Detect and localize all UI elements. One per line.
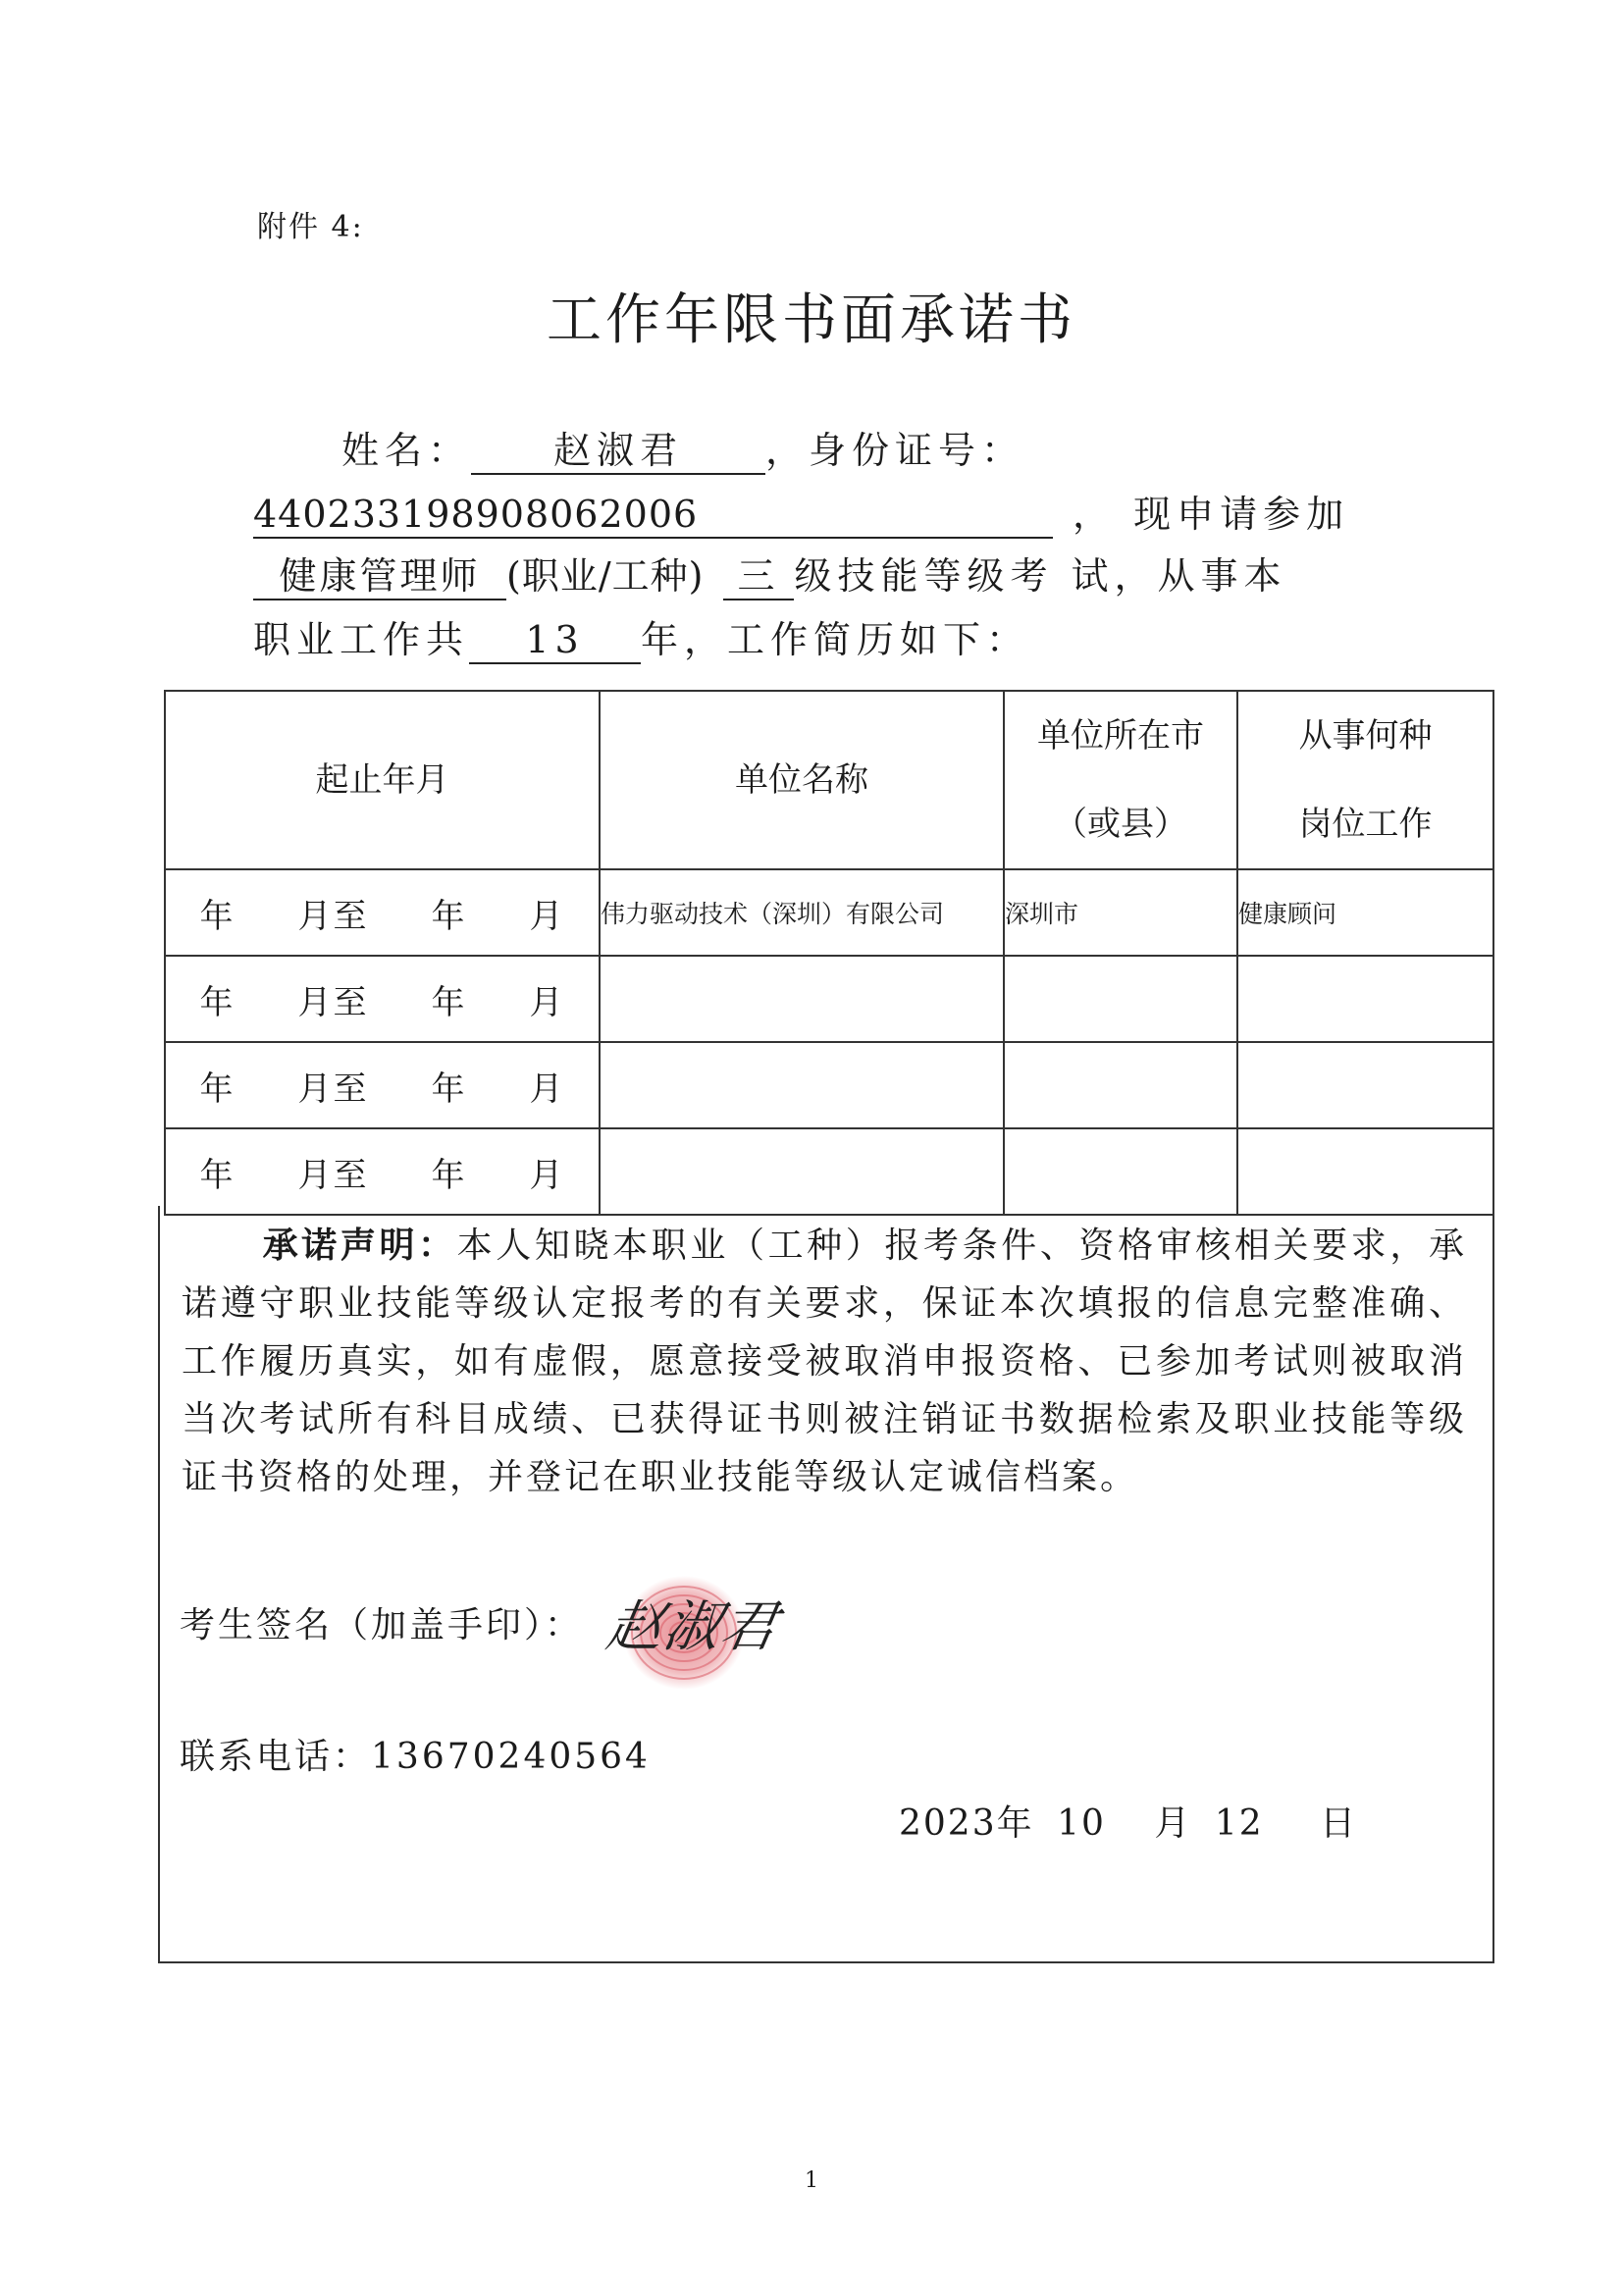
period-cell — [165, 1128, 600, 1215]
intro-line-3 — [253, 546, 1287, 600]
month-to-label: 月至 — [297, 1069, 369, 1109]
handwritten-signature: 赵淑君 — [602, 1595, 784, 1659]
signature-label: 考生签名（加盖手印）： — [180, 1605, 584, 1645]
year-label: 年 — [431, 896, 467, 936]
date-month-unit: 月 — [1154, 1803, 1192, 1844]
name-label: 姓名： — [341, 429, 472, 472]
city-cell — [1004, 1128, 1237, 1215]
table-row — [165, 956, 1493, 1042]
period-cell — [165, 869, 600, 956]
id-label: ，身份证号： — [765, 429, 1025, 472]
years-suffix: 年，工作简历如下： — [641, 618, 1030, 661]
company-cell — [600, 956, 1004, 1042]
date-day-unit: 日 — [1320, 1803, 1358, 1844]
month-to-label: 月至 — [297, 1155, 369, 1195]
year-label: 年 — [431, 1155, 467, 1195]
company-cell: 伟力驱动技术（深圳）有限公司 — [600, 869, 1004, 956]
intro-line-2 — [253, 484, 1349, 539]
header-city-line1: 单位所在市 — [1037, 716, 1204, 756]
id-number-value: 440233198908062006 — [253, 494, 1053, 539]
year-label: 年 — [431, 982, 467, 1022]
period-cell — [165, 956, 600, 1042]
post-cell: 健康顾问 — [1237, 869, 1493, 956]
post-cell — [1237, 956, 1493, 1042]
phone-line — [180, 1729, 651, 1779]
date-year: 2023 — [899, 1803, 997, 1844]
header-period: 起止年月 — [165, 691, 600, 869]
year-label: 年 — [199, 1069, 236, 1109]
city-cell: 深圳市 — [1004, 869, 1237, 956]
table-header-row — [165, 691, 1493, 869]
year-label: 年 — [199, 1155, 236, 1195]
table-row — [165, 1128, 1493, 1215]
month-label: 月 — [529, 1069, 565, 1109]
header-post — [1237, 691, 1493, 869]
date-month: 10 — [1057, 1803, 1106, 1844]
header-post-line1: 从事何种 — [1298, 716, 1433, 756]
city-cell — [1004, 956, 1237, 1042]
table-row — [165, 1042, 1493, 1128]
level-suffix: 级技能等级考 试，从事本 — [794, 554, 1287, 598]
years-prefix: 职业工作共 — [253, 618, 470, 661]
post-cell — [1237, 1128, 1493, 1215]
month-to-label: 月至 — [297, 982, 369, 1022]
occupation-value: 健康管理师 — [253, 555, 506, 600]
years-value: 13 — [469, 619, 641, 664]
attachment-label: 附件 4: — [257, 210, 364, 244]
statement-label: 承诺声明： — [262, 1225, 457, 1266]
level-value: 三 — [723, 555, 794, 600]
year-label: 年 — [199, 982, 236, 1022]
header-city-line2: （或县） — [1054, 805, 1187, 844]
apply-text: ， 现申请参加 — [1073, 493, 1350, 536]
month-label: 月 — [529, 1155, 565, 1195]
month-label: 月 — [529, 896, 565, 936]
period-cell — [165, 1042, 600, 1128]
post-cell — [1237, 1042, 1493, 1128]
statement-text: 本人知晓本职业（工种）报考条件、资格审核相关要求，承诺遵守职业技能等级认定报考的有关要求，保证本次填报的信息完整准确、工作履历真实，如有虚假，愿意接受被取消申报资格、已参加考试则被取消当次考试所有科目成绩、已获得证书则被注销证书数据检索及职业技能等级证书资格的处理，并登记在职业技能等级认定诚信档案。 — [182, 1226, 1467, 1497]
year-label: 年 — [431, 1069, 467, 1109]
month-label: 月 — [529, 982, 565, 1022]
date-year-unit: 年 — [996, 1803, 1034, 1844]
work-history-table — [164, 690, 1494, 1216]
page-number: 1 — [805, 2168, 818, 2193]
year-label: 年 — [199, 896, 236, 936]
phone-label: 联系电话： — [180, 1737, 372, 1777]
header-post-line2: 岗位工作 — [1298, 805, 1433, 844]
intro-line-1 — [341, 420, 1024, 475]
month-to-label: 月至 — [297, 896, 369, 936]
phone-value: 13670240564 — [371, 1737, 651, 1777]
occupation-suffix: (职业/工种) — [506, 554, 705, 598]
table-row — [165, 869, 1493, 956]
header-company: 单位名称 — [600, 691, 1004, 869]
name-value: 赵淑君 — [471, 430, 765, 475]
document-title: 工作年限书面承诺书 — [547, 288, 1076, 352]
statement-paragraph — [182, 1217, 1467, 1506]
intro-line-4 — [253, 609, 1029, 664]
sign-date — [899, 1796, 1357, 1846]
company-cell — [600, 1128, 1004, 1215]
company-cell — [600, 1042, 1004, 1128]
header-city — [1004, 691, 1237, 869]
city-cell — [1004, 1042, 1237, 1128]
date-day: 12 — [1214, 1803, 1264, 1844]
